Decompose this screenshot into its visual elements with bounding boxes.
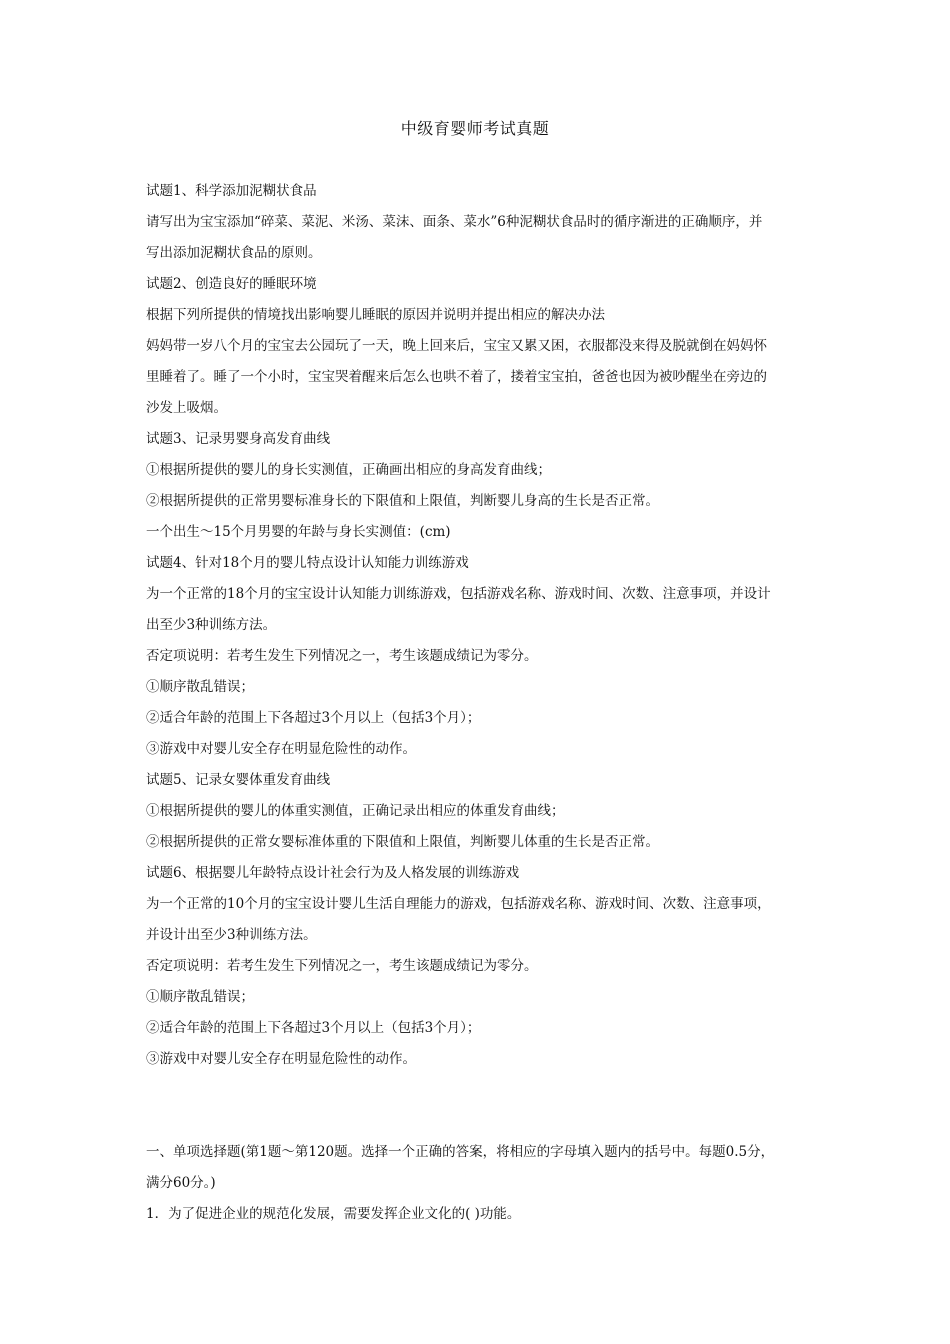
question-4-text-line: 否定项说明：若考生发生下列情况之一，考生该题成绩记为零分。 [146, 648, 538, 664]
question-6-heading: 试题6、根据婴儿年龄特点设计社会行为及人格发展的训练游戏 [146, 865, 520, 881]
question-2-text-line: 妈妈带一岁八个月的宝宝去公园玩了一天，晚上回来后，宝宝又累又困，衣服都没来得及脱就倒在妈妈怀 [146, 338, 767, 354]
question-6-text-line: ③游戏中对婴儿安全存在明显危险性的动作。 [146, 1051, 416, 1067]
section-heading-line: 满分60分。) [146, 1175, 216, 1191]
question-1-text-line: 请写出为宝宝添加“碎菜、菜泥、米汤、菜沫、面条、菜水”6种泥糊状食品时的循序渐进的正确顺序，并 [146, 214, 763, 230]
question-3-text-line: ②根据所提供的正常男婴标准身长的下限值和上限值，判断婴儿身高的生长是否正常。 [146, 493, 659, 509]
question-4-heading: 试题4、针对18个月的婴儿特点设计认知能力训练游戏 [146, 555, 469, 571]
question-2-text-line: 沙发上吸烟。 [146, 400, 227, 416]
document-body [146, 176, 810, 1230]
question-4-text-line: 为一个正常的18个月的宝宝设计认知能力训练游戏，包括游戏名称、游戏时间、次数、注意事项，并设计 [146, 586, 771, 602]
question-1-heading: 试题1、科学添加泥糊状食品 [146, 183, 317, 199]
question-5-text-line: ①根据所提供的婴儿的体重实测值，正确记录出相应的体重发育曲线； [146, 803, 565, 819]
question-3-text-line: 一个出生～15个月男婴的年龄与身长实测值：(cm) [146, 524, 451, 540]
question-2-heading: 试题2、创造良好的睡眠环境 [146, 276, 317, 292]
question-6-text-line: ②适合年龄的范围上下各超过3个月以上（包括3个月）； [146, 1020, 481, 1036]
question-2-text-line: 里睡着了。睡了一个小时，宝宝哭着醒来后怎么也哄不着了，搂着宝宝拍，爸爸也因为被吵醒坐在旁边的 [146, 369, 767, 385]
question-3-text-line: ①根据所提供的婴儿的身长实测值，正确画出相应的身高发育曲线； [146, 462, 551, 478]
question-6-text-line: 为一个正常的10个月的宝宝设计婴儿生活自理能力的游戏，包括游戏名称、游戏时间、次数、注意事项， [146, 896, 771, 912]
section-heading: 一、单项选择题(第1题～第120题。选择一个正确的答案，将相应的字母填入题内的括号中。每题0.5分， [146, 1144, 775, 1160]
question-4-text-line: ②适合年龄的范围上下各超过3个月以上（包括3个月）； [146, 710, 481, 726]
document-title: 中级育婴师考试真题 [400, 119, 550, 138]
question-1-text-line: 写出添加泥糊状食品的原则。 [146, 245, 322, 261]
question-6-text-line: 并设计出至少3种训练方法。 [146, 927, 317, 943]
section-spacer [146, 1075, 810, 1137]
question-5-heading: 试题5、记录女婴体重发育曲线 [146, 772, 331, 788]
question-2-text-line: 根据下列所提供的情境找出影响婴儿睡眠的原因并说明并提出相应的解决办法 [146, 307, 605, 323]
question-4-text-line: ①顺序散乱错误； [146, 679, 254, 695]
choice-question-1: 1．为了促进企业的规范化发展，需要发挥企业文化的( )功能。 [146, 1206, 521, 1222]
question-5-text-line: ②根据所提供的正常女婴标准体重的下限值和上限值，判断婴儿体重的生长是否正常。 [146, 834, 659, 850]
question-3-heading: 试题3、记录男婴身高发育曲线 [146, 431, 331, 447]
question-6-text-line: ①顺序散乱错误； [146, 989, 254, 1005]
question-4-text-line: ③游戏中对婴儿安全存在明显危险性的动作。 [146, 741, 416, 757]
question-6-text-line: 否定项说明：若考生发生下列情况之一，考生该题成绩记为零分。 [146, 958, 538, 974]
question-4-text-line: 出至少3种训练方法。 [146, 617, 277, 633]
